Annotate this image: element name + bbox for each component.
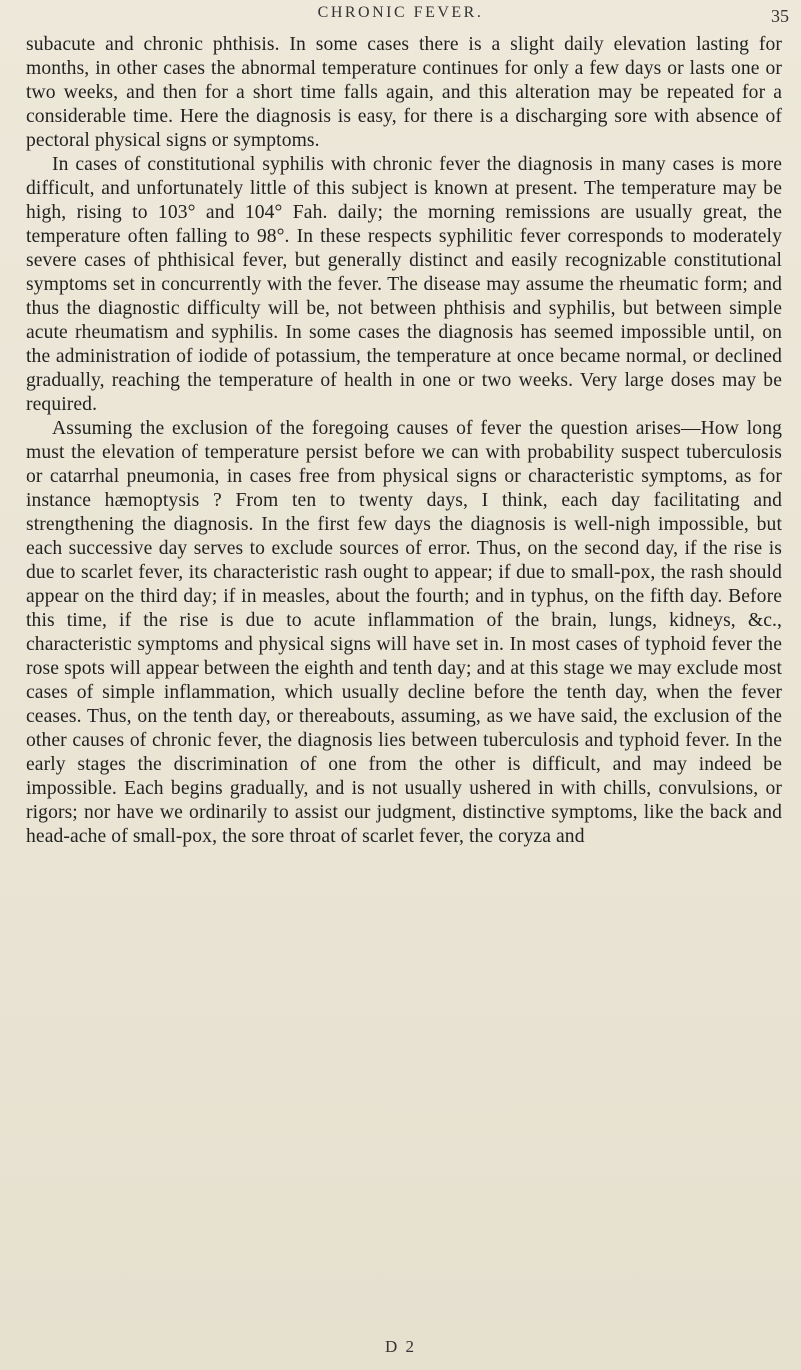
- paragraph-syphilis-fever: In cases of constitutional syphilis with chronic fever the diagnosis in many cases is more difficult, and unfortunately little of this subject is known at present. The temperature may be high, rising to 103° and 104° Fah. daily; the morning remissions are usually great, the temperature often falling to 98°. In these respects syphilitic fever corresponds to moderately severe cases of phthisical fever, but generally distinct and easily recognizable constitutional symptoms set in concurrently with the fever. The disease may assume the rheumatic form; and thus the diagnostic difficulty will be, not between phthisis and syphilis, but between simple acute rheumatism and syphilis. In some cases the diagnosis has seemed impossible until, on the administration of iodide of potassium, the temperature at once became normal, or declined gradually, reaching the temperature of health in one or two weeks. Very large doses may be required.: [26, 154, 782, 415]
- running-title: CHRONIC FEVER.: [317, 4, 484, 21]
- paragraph-continuation: subacute and chronic phthisis. In some cases there is a slight daily elevation lasting for months, in other cases the abnormal temperature continues for only a few days or lasts one or two weeks, and then for a short time falls again, and this alteration may be repeated for a considerable time. Here the diagnosis is easy, for there is a discharging sore with absence of pectoral physical signs or symptoms.: [26, 34, 782, 151]
- body-text: [26, 33, 782, 849]
- signature-mark: D 2: [384, 1337, 417, 1356]
- page-number: 35: [771, 6, 789, 26]
- running-head: [0, 4, 801, 30]
- paragraph-diagnosis-duration: Assuming the exclusion of the foregoing causes of fever the question arises—How long must the elevation of temperature persist before we can with probability suspect tuberculosis or catarrhal pneumonia, in cases free from physical signs or characteristic symptoms, as for instance hæmoptysis ? From ten to twenty days, I think, each day facilitating and strengthening the diagnosis. In the first few days the diagnosis is well-nigh impossible, but each successive day serves to exclude sources of error. Thus, on the second day, if the rise is due to scarlet fever, its characteristic rash ought to appear; if due to small-pox, the rash should appear on the third day; if in measles, about the fourth; and in typhus, on the fifth day. Before this time, if the rise is due to acute inflammation of the brain, lungs, kidneys, &c., characteristic symptoms and physical signs will have set in. In most cases of typhoid fever the rose spots will appear between the eighth and tenth day; and at this stage we may exclude most cases of simple inflammation, which usually decline before the tenth day, when the fever ceases. Thus, on the tenth day, or thereabouts, assuming, as we have said, the exclusion of the other causes of chronic fever, the diagnosis lies between tuberculosis and typhoid fever. In the early stages the discrimination of one from the other is difficult, and may indeed be impossible. Each begins gradually, and is not usually ushered in with chills, convulsions, or rigors; nor have we ordinarily to assist our judgment, distinctive symptoms, like the back and head-ache of small-pox, the sore throat of scarlet fever, the coryza and: [26, 418, 782, 847]
